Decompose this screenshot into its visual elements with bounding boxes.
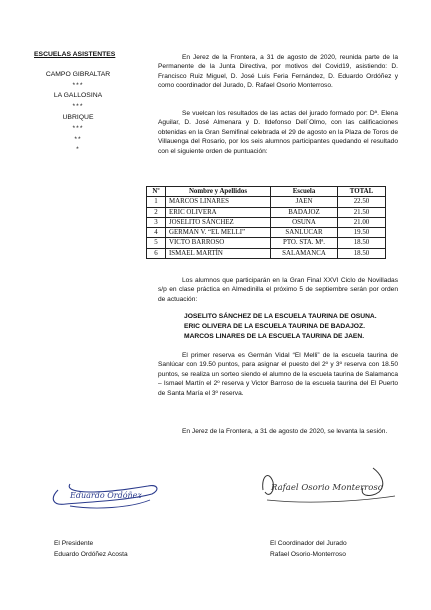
row-name: GERMAN V. “EL MELLI”	[166, 228, 271, 238]
row-number: 6	[147, 248, 166, 258]
sidebar-item: CAMPO GIBRALTAR	[45, 70, 111, 78]
sidebar-separator: ***	[72, 81, 84, 89]
sidebar-separator: ***	[72, 103, 84, 111]
results-table	[146, 186, 386, 259]
sidebar-item: UBRIQUE	[62, 113, 94, 121]
sidebar-item: LA GALLOSINA	[53, 92, 103, 100]
row-name: VICTO BARROSO	[166, 238, 271, 248]
coordinator-signature	[255, 462, 405, 512]
table-row	[147, 217, 386, 227]
row-name: MARCOS LINARES	[166, 197, 271, 207]
sidebar-separator: *	[76, 146, 80, 154]
table-row	[147, 228, 386, 238]
sidebar-heading: ESCUELAS ASISTENTES	[34, 51, 116, 58]
table-header-row	[147, 187, 386, 197]
table-row	[147, 197, 386, 207]
president-signature	[40, 470, 170, 515]
president-name: Eduardo Ordóñez Acosta	[54, 551, 128, 558]
coordinator-role: El Coordinador del Jurado	[270, 540, 347, 547]
row-number: 5	[147, 238, 166, 248]
coordinator-block	[270, 538, 347, 560]
row-school: PTO. STA. Mª.	[271, 238, 338, 248]
row-name: ISMAEL MARTÍN	[166, 248, 271, 258]
col-total-header: TOTAL	[338, 187, 386, 197]
closing-paragraph: En Jerez de la Frontera, a 31 de agosto de 2020, se levanta la sesión.	[182, 428, 388, 435]
row-number: 4	[147, 228, 166, 238]
sidebar-separator: ***	[72, 124, 84, 132]
row-number: 3	[147, 217, 166, 227]
row-school: BADAJOZ	[271, 207, 338, 217]
sidebar-separator: **	[74, 135, 82, 143]
review-paragraph: Se vuelcan los resultados de las actas del jurado formado por: Dª. Elena Aguilar, D. José Almenara y D. Ildefonso Dell´Olmo, con las calificaciones obtenidas en la Gran Semifinal celebrada el 29 de agosto en la Plaza de Toros de Villauenga del Rosario, por los seis alumnos participantes quedando el resultado con el siguiente orden de puntuación:	[158, 110, 398, 155]
finalist-item: JOSELITO SÁNCHEZ DE LA ESCUELA TAURINA DE OSUNA.	[184, 313, 377, 320]
row-school: SALAMANCA	[271, 248, 338, 258]
row-number: 2	[147, 207, 166, 217]
table-row	[147, 238, 386, 248]
row-total: 22.50	[338, 197, 386, 207]
row-total: 21.00	[338, 217, 386, 227]
finalists-list	[184, 312, 377, 342]
row-number: 1	[147, 197, 166, 207]
intro-paragraph: En Jerez de la Frontera, a 31 de agosto de 2020, reunida parte de la Permanente de la Junta Directiva, por motivos del Covid19, asistiendo: D. Francisco Ruiz Miguel, D. José Luis Feria Fernández, D. Eduardo Ordóñez y como coordinador del Jurado, D. Rafael Osorio Monterroso.	[158, 54, 398, 90]
finalist-item: MARCOS LINARES DE LA ESCUELA TAURINA DE JAEN.	[184, 333, 365, 340]
row-total: 19.50	[338, 228, 386, 238]
reserve-paragraph: El primer reserva es Germán Vidal “El Melli” de la escuela taurina de Sanlúcar con 19.50 puntos, para asignar el puesto del 2º y 3º reserva con 18.50 puntos, se realiza un sorteo siendo el alumno de la escuela taurina de Salamanca – Ismael Martín el 2º reserva y Victor Barroso de la escuela taurina del El Puerto de Santa María el 3º reserva.	[158, 352, 398, 397]
president-signature-text: Eduardo Ordóñez	[70, 491, 142, 500]
schools-sidebar	[28, 50, 128, 156]
finalist-item: ERIC OLIVERA DE LA ESCUELA TAURINA DE BADAJOZ.	[184, 323, 365, 330]
row-name: ERIC OLIVERA	[166, 207, 271, 217]
coordinator-name: Rafael Osorio-Monterroso	[270, 551, 346, 558]
row-total: 18.50	[338, 248, 386, 258]
row-school: SANLUCAR	[271, 228, 338, 238]
row-school: OSUNA	[271, 217, 338, 227]
table-row	[147, 207, 386, 217]
row-school: JAEN	[271, 197, 338, 207]
finalists-intro-paragraph: Los alumnos que participarán en la Gran Final XXVI Ciclo de Novilladas s/p en clase práctica en Almedinilla el próximo 5 de septiembre serán por orden de actuación:	[158, 277, 398, 303]
row-name: JOSELITO SÁNCHEZ	[166, 217, 271, 227]
president-block	[54, 538, 128, 560]
col-number-header: Nº	[147, 187, 166, 197]
row-total: 21.50	[338, 207, 386, 217]
table-row	[147, 248, 386, 258]
col-name-header: Nombre y Apellidos	[166, 187, 271, 197]
col-school-header: Escuela	[271, 187, 338, 197]
president-role: El Presidente	[54, 540, 94, 547]
row-total: 18.50	[338, 238, 386, 248]
coordinator-signature-text: Rafael Osorio Monterroso	[271, 483, 383, 493]
